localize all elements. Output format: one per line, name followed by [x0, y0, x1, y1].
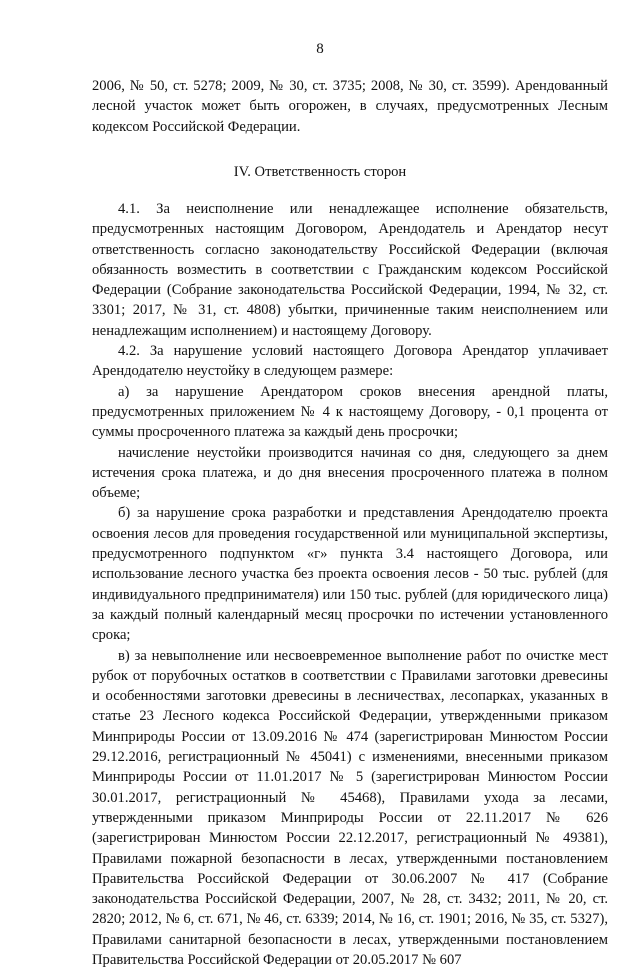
section-body — [92, 199, 608, 970]
paragraph-4-2-a: а) за нарушение Арендатором сроков внесения арендной платы, предусмотренных приложением № 4 к настоящему Договору, - 0,1 процента от суммы просроченного платежа за каждый день просрочки; — [92, 383, 608, 441]
intro-paragraph: 2006, № 50, ст. 5278; 2009, № 30, ст. 3735; 2008, № 30, ст. 3599). Арендованный лесной участок может быть огорожен, в случаях, предусмотренных Лесным кодексом Российской Федерации. — [92, 78, 608, 135]
paragraph-4-2-b: б) за нарушение срока разработки и представления Арендодателю проекта освоения лесов для проведения государственной или муниципальной экспертизы, предусмотренного подпунктом «г» пункта 3.4 настоящего Договора, или использование лесного участка без проекта освоения лесов - 50 тыс. рублей (для индивидуального предпринимателя) или 150 тыс. рублей (для юридического лица) за каждый полный календарный месяц просрочки по истечении установленного срока; — [92, 505, 608, 644]
intro-text-block — [92, 76, 608, 137]
paragraph-4-1: 4.1. За неисполнение или ненадлежащее исполнение обязательств, предусмотренных настоящим Договором, Арендодатель и Арендатор несут ответственность согласно законодательству Российской Федерации (включая обязанность возместить в соответствии с Гражданским кодексом Российской Федерации (Собрание законодательства Российской Федерации, 1994, № 32, ст. 3301; 2017, № 31, ст. 4808) убытки, причиненные таким неисполнением или ненадлежащим исполнением) и настоящему Договору. — [92, 201, 608, 339]
paragraph-penalty-accrual: начисление неустойки производится начиная со дня, следующего за днем истечения срока платежа, и до дня внесения просроченного платежа в полном объеме; — [92, 444, 608, 502]
paragraph-4-2-v: в) за невыполнение или несвоевременное выполнение работ по очистке мест рубок от порубочных остатков в соответствии с Правилами заготовки древесины и особенностями заготовки древесины в лесничествах, лесопарках, указанных в статье 23 Лесного кодекса Российской Федерации, утвержденными приказом Минприроды России от 13.09.2016 № 474 (зарегистрирован Минюстом России 29.12.2016, регистрационный № 45041) с изменениями, внесенными приказом Минприроды России от 11.01.2017 № 5 (зарегистрирован Минюстом России 30.01.2017, регистрационный № 45468), Правилами ухода за лесами, утвержденными приказом Минприроды России от 22.11.2017 № 626 (зарегистрирован Минюстом России 22.12.2017, регистрационный № 49381), Правилами пожарной безопасности в лесах, утвержденными постановлением Правительства Российской Федерации от 30.06.2007 № 417 (Собрание законодательства Российской Федерации, 2007, № 28, ст. 3432; 2011, № 20, ст. 2820; 2012, № 6, ст. 671, № 46, ст. 6339; 2014, № 16, ст. 1901; 2016, № 35, ст. 5327), Правилами санитарной безопасности в лесах, утвержденными постановлением Правительства Российской Федерации от 20.05.2017 № 607 — [92, 647, 608, 968]
section-heading: IV. Ответственность сторон — [233, 164, 407, 180]
paragraph-4-2: 4.2. За нарушение условий настоящего Договора Арендатор уплачивает Арендодателю неустойку в следующем размере: — [92, 343, 608, 380]
page-number: 8 — [316, 41, 324, 57]
